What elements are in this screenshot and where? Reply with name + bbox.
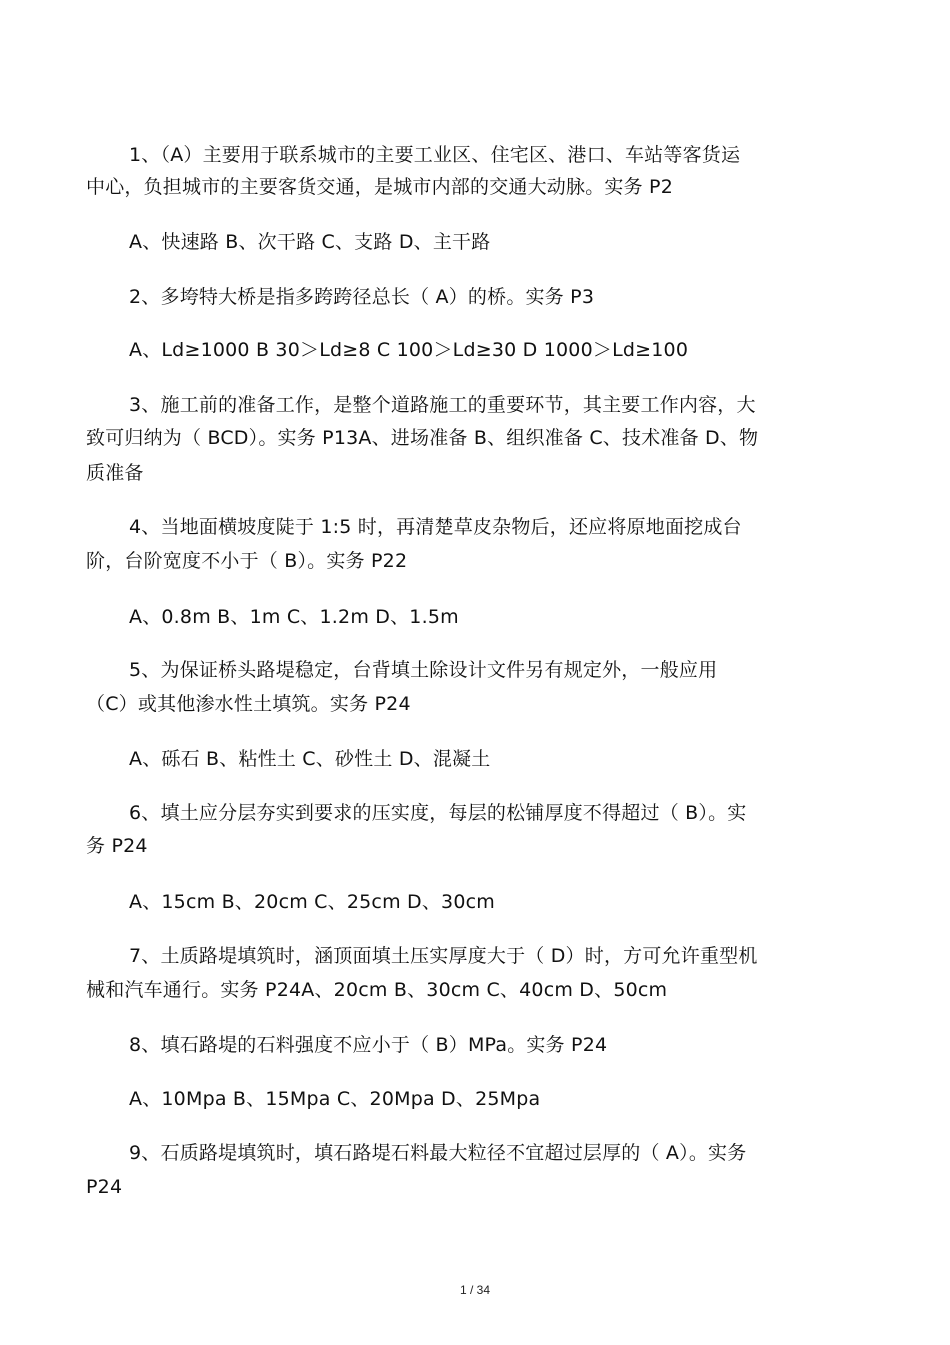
q4-line-1: 4、当地面横坡度陡于 1:5 时，再清楚草皮杂物后，还应将原地面挖成台 xyxy=(129,516,742,538)
q1-options: A、快速路 B、次干路 C、支路 D、主干路 xyxy=(129,231,491,253)
q1-line-1: 1、（A）主要用于联系城市的主要工业区、住宅区、港口、车站等客货运 xyxy=(129,144,741,166)
q8-line-1: 8、填石路堤的石料强度不应小于（ B）MPa。实务 P24 xyxy=(129,1034,608,1056)
q6-options: A、15cm B、20cm C、25cm D、30cm xyxy=(129,891,495,913)
q3-line-2: 致可归纳为（ BCD）。实务 P13A、进场准备 B、组织准备 C、技术准备 D、物 xyxy=(86,427,759,449)
page-number: 1 / 34 xyxy=(459,1283,491,1297)
q5-line-2: （C）或其他渗水性土填筑。实务 P24 xyxy=(86,693,411,715)
q6-line-2: 务 P24 xyxy=(86,835,148,857)
q6-line-1: 6、填土应分层夯实到要求的压实度，每层的松铺厚度不得超过（ B）。实 xyxy=(129,802,747,824)
q9-line-1: 9、石质路堤填筑时，填石路堤石料最大粒径不宜超过层厚的（ A）。实务 xyxy=(129,1142,747,1164)
q3-line-3: 质准备 xyxy=(86,462,144,484)
q7-line-1: 7、土质路堤填筑时，涵顶面填土压实厚度大于（ D）时，方可允许重型机 xyxy=(129,945,758,967)
q4-line-2: 阶，台阶宽度不小于（ B）。实务 P22 xyxy=(86,550,408,572)
q8-options: A、10Mpa B、15Mpa C、20Mpa D、25Mpa xyxy=(129,1088,541,1110)
q5-options: A、砾石 B、粘性土 C、砂性土 D、混凝土 xyxy=(129,748,491,770)
q9-line-2: P24 xyxy=(86,1176,123,1198)
q4-options: A、0.8m B、1m C、1.2m D、1.5m xyxy=(129,606,459,628)
q5-line-1: 5、为保证桥头路堤稳定，台背填土除设计文件另有规定外，一般应用 xyxy=(129,659,718,681)
q1-line-2: 中心，负担城市的主要客货交通，是城市内部的交通大动脉。实务 P2 xyxy=(86,176,673,198)
q7-line-2: 械和汽车通行。实务 P24A、20cm B、30cm C、40cm D、50cm xyxy=(86,979,668,1001)
q3-line-1: 3、施工前的准备工作，是整个道路施工的重要环节，其主要工作内容，大 xyxy=(129,394,756,416)
q2-options: A、Ld≥1000 B 30＞Ld≥8 C 100＞Ld≥30 D 1000＞Ld≥100 xyxy=(129,339,689,361)
q2-line-1: 2、多垮特大桥是指多跨跨径总长（ A）的桥。实务 P3 xyxy=(129,286,595,308)
